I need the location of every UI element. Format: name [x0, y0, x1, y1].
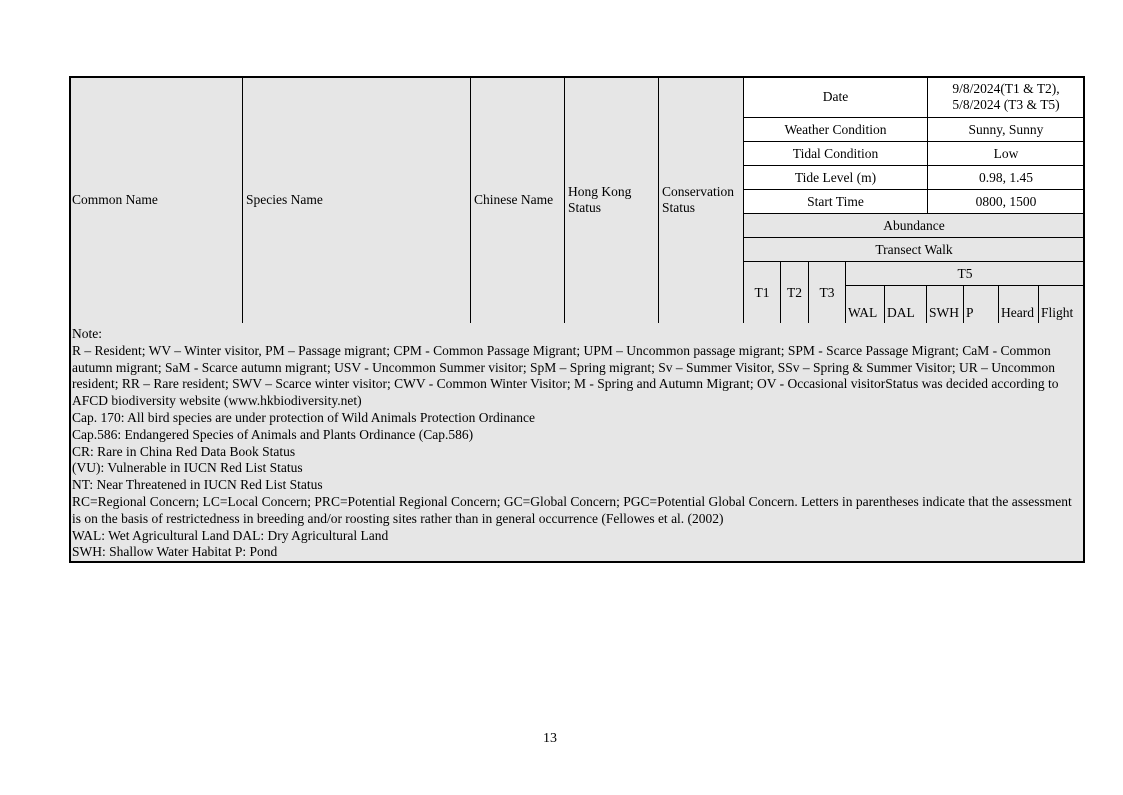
t5-wal: WAL [846, 286, 885, 324]
transect-t1: T1 [744, 262, 781, 324]
tidal-label: Tidal Condition [744, 142, 928, 166]
transect-t3: T3 [809, 262, 846, 324]
transect-t5: T5 [846, 262, 1085, 286]
note-status-codes: R – Resident; WV – Winter visitor, PM – Passage migrant; CPM - Common Passage Migrant; UPM – Uncommon passage migrant; SPM - Scarce Passage Migrant; CaM - Common autumn migrant; SaM - Scarce autumn migrant; USV - Uncommon Summer visitor; SpM – Spring migrant; Sv – Summer Visitor, SSv – Spring & Summer Visitor; UR – Uncommon resident; RR – Rare resident; SWV – Scarce winter visitor; CWV - Common Winter Visitor; M - Spring and Autumn Migrant; OV - Occasional visitorStatus was decided according to AFCD biodiversity website (www.hkbiodiversity.net) [72, 342, 1059, 409]
notes-section [69, 323, 1085, 563]
weather-label: Weather Condition [744, 118, 928, 142]
t5-dal: DAL [885, 286, 927, 324]
t5-heard: Heard [999, 286, 1039, 324]
header-common-name: Common Name [69, 76, 243, 324]
note-nt: NT: Near Threatened in IUCN Red List Status [72, 477, 323, 493]
tide-level-value: 0.98, 1.45 [928, 166, 1085, 190]
header-chinese-name: Chinese Name [471, 76, 565, 324]
transect-walk-header: Transect Walk [744, 238, 1085, 262]
t5-flight: Flight [1039, 286, 1085, 324]
t5-swh: SWH [927, 286, 964, 324]
header-species-name: Species Name [243, 76, 471, 324]
note-wal-dal: WAL: Wet Agricultural Land DAL: Dry Agricultural Land [72, 527, 389, 543]
header-conservation-status: Conservation Status [659, 76, 744, 324]
note-swh-p: SWH: Shallow Water Habitat P: Pond [72, 544, 278, 560]
tidal-value: Low [928, 142, 1085, 166]
note-concern-codes: RC=Regional Concern; LC=Local Concern; PRC=Potential Regional Concern; GC=Global Concern; PGC=Potential Global Concern. Letters in parentheses indicate that the assessment is on the basis of restrictedness in breeding and/or roosting sites rather than in general occurrence (Fellowes et al. (2002) [72, 493, 1072, 526]
note-cr: CR: Rare in China Red Data Book Status [72, 443, 296, 459]
weather-value: Sunny, Sunny [928, 118, 1085, 142]
note-vu: (VU): Vulnerable in IUCN Red List Status [72, 460, 303, 476]
start-time-value: 0800, 1500 [928, 190, 1085, 214]
date-value: 9/8/2024(T1 & T2), 5/8/2024 (T3 & T5) [928, 76, 1085, 118]
note-heading: Note: [72, 326, 102, 341]
t5-p: P [964, 286, 999, 324]
abundance-header: Abundance [744, 214, 1085, 238]
note-cap-170: Cap. 170: All bird species are under protection of Wild Animals Protection Ordinance [72, 409, 535, 425]
page-number: 13 [543, 731, 557, 746]
transect-t2: T2 [781, 262, 809, 324]
note-cap-586: Cap.586: Endangered Species of Animals and Plants Ordinance (Cap.586) [72, 426, 474, 442]
date-label: Date [744, 76, 928, 118]
start-time-label: Start Time [744, 190, 928, 214]
tide-level-label: Tide Level (m) [744, 166, 928, 190]
header-hong-kong-status: Hong Kong Status [565, 76, 659, 324]
